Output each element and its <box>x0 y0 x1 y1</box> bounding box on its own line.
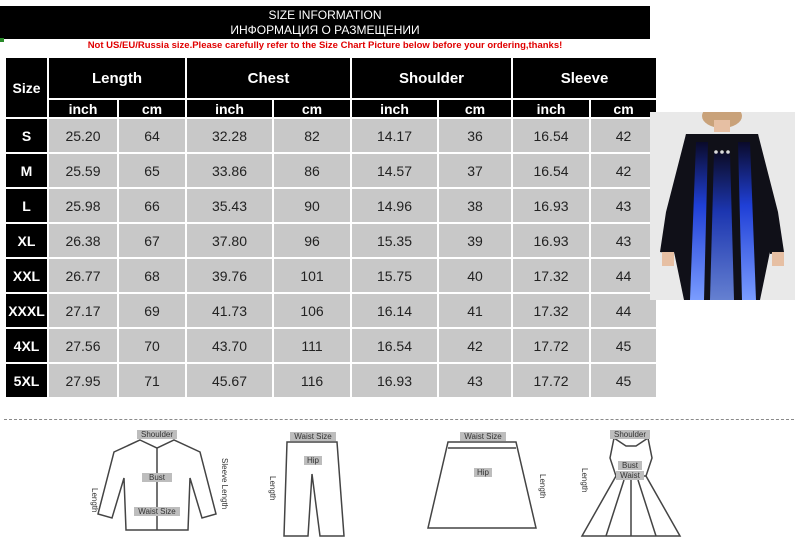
size-chart-table <box>4 56 658 399</box>
measurement-cell: 69 <box>119 294 185 327</box>
measurement-cell: 96 <box>274 224 350 257</box>
measurement-cell: 39.76 <box>187 259 272 292</box>
measurement-cell: 45 <box>591 364 656 397</box>
sleeve-length-label: Sleeve Length <box>220 458 229 510</box>
measurement-cell: 16.93 <box>513 224 589 257</box>
pants-diagram-icon <box>262 428 357 543</box>
measurement-cell: 39 <box>439 224 511 257</box>
waist-size-label: Waist Size <box>294 432 332 441</box>
waist-size-label: Waist Size <box>464 432 502 441</box>
measurement-cell: 37.80 <box>187 224 272 257</box>
measurement-cell: 111 <box>274 329 350 362</box>
dress-diagram-icon <box>576 428 686 543</box>
size-row <box>6 329 656 362</box>
measurement-cell: 17.72 <box>513 329 589 362</box>
hip-label: Hip <box>306 456 320 465</box>
measurement-cell: 27.95 <box>49 364 117 397</box>
measurement-cell: 14.57 <box>352 154 437 187</box>
size-column-header: Size <box>6 58 47 117</box>
unit-header: inch <box>352 100 437 117</box>
measurement-cell: 16.54 <box>513 119 589 152</box>
measurement-cell: 35.43 <box>187 189 272 222</box>
size-row <box>6 259 656 292</box>
measurement-cell: 14.17 <box>352 119 437 152</box>
unit-header: cm <box>591 100 656 117</box>
measurement-cell: 42 <box>591 119 656 152</box>
size-row <box>6 119 656 152</box>
shoulder-label: Shoulder <box>140 430 174 439</box>
size-label-cell: 4XL <box>6 329 47 362</box>
measurement-cell: 16.54 <box>352 329 437 362</box>
measurement-cell: 26.77 <box>49 259 117 292</box>
blouse-product-photo <box>650 112 795 300</box>
unit-header: cm <box>439 100 511 117</box>
chest-header: Chest <box>187 58 350 98</box>
size-label-cell: XXXL <box>6 294 47 327</box>
size-label-cell: XL <box>6 224 47 257</box>
measurement-cell: 15.75 <box>352 259 437 292</box>
measurement-cell: 70 <box>119 329 185 362</box>
unit-header: inch <box>513 100 589 117</box>
measurement-cell: 43.70 <box>187 329 272 362</box>
measurement-cell: 25.59 <box>49 154 117 187</box>
measurement-cell: 41 <box>439 294 511 327</box>
waist-label: Waist <box>620 471 640 480</box>
unit-header: cm <box>274 100 350 117</box>
measurement-cell: 25.98 <box>49 189 117 222</box>
unit-header: inch <box>49 100 117 117</box>
measurement-cell: 16.14 <box>352 294 437 327</box>
length-label: Length <box>538 474 547 499</box>
measurement-cell: 14.96 <box>352 189 437 222</box>
length-label: Length <box>268 476 277 501</box>
measurement-cell: 27.56 <box>49 329 117 362</box>
measurement-cell: 27.17 <box>49 294 117 327</box>
measurement-cell: 37 <box>439 154 511 187</box>
measurement-cell: 17.32 <box>513 259 589 292</box>
shirt-diagram-icon <box>82 428 232 543</box>
size-info-header <box>0 6 650 39</box>
measurement-cell: 17.72 <box>513 364 589 397</box>
measurement-cell: 26.38 <box>49 224 117 257</box>
waist-size-label: Waist Size <box>138 507 176 516</box>
bust-label: Bust <box>621 461 639 470</box>
sleeve-header: Sleeve <box>513 58 656 98</box>
size-label-cell: S <box>6 119 47 152</box>
length-label: Length <box>90 488 99 513</box>
size-label-cell: XXL <box>6 259 47 292</box>
size-label-cell: M <box>6 154 47 187</box>
shoulder-label: Shoulder <box>613 430 647 439</box>
measurement-cell: 16.54 <box>513 154 589 187</box>
measurement-cell: 71 <box>119 364 185 397</box>
measurement-cell: 45 <box>591 329 656 362</box>
measurement-cell: 43 <box>591 224 656 257</box>
size-row <box>6 294 656 327</box>
measurement-cell: 66 <box>119 189 185 222</box>
measurement-cell: 116 <box>274 364 350 397</box>
measurement-cell: 17.32 <box>513 294 589 327</box>
measurement-cell: 45.67 <box>187 364 272 397</box>
measurement-cell: 101 <box>274 259 350 292</box>
measurement-cell: 106 <box>274 294 350 327</box>
measurement-cell: 42 <box>439 329 511 362</box>
size-row <box>6 154 656 187</box>
title-english: SIZE INFORMATION <box>268 8 382 22</box>
measurement-cell: 65 <box>119 154 185 187</box>
measurement-cell: 90 <box>274 189 350 222</box>
measurement-cell: 44 <box>591 259 656 292</box>
measurement-cell: 36 <box>439 119 511 152</box>
measurement-cell: 44 <box>591 294 656 327</box>
unit-header: cm <box>119 100 185 117</box>
measurement-cell: 67 <box>119 224 185 257</box>
size-row <box>6 189 656 222</box>
shoulder-header: Shoulder <box>352 58 511 98</box>
measurement-cell: 40 <box>439 259 511 292</box>
title-russian: ИНФОРМАЦИЯ О РАЗМЕЩЕНИИ <box>230 23 420 37</box>
measurement-cell: 42 <box>591 154 656 187</box>
bust-label: Bust <box>148 473 166 482</box>
length-header: Length <box>49 58 185 98</box>
size-label-cell: 5XL <box>6 364 47 397</box>
measurement-cell: 86 <box>274 154 350 187</box>
measurement-cell: 82 <box>274 119 350 152</box>
measurement-cell: 64 <box>119 119 185 152</box>
size-row <box>6 364 656 397</box>
measurement-cell: 32.28 <box>187 119 272 152</box>
unit-header: inch <box>187 100 272 117</box>
measurement-cell: 33.86 <box>187 154 272 187</box>
skirt-diagram-icon <box>418 428 548 543</box>
measurement-cell: 68 <box>119 259 185 292</box>
length-label: Length <box>580 468 589 493</box>
dashed-divider <box>4 419 794 420</box>
measurement-cell: 16.93 <box>352 364 437 397</box>
measurement-cell: 43 <box>439 364 511 397</box>
size-label-cell: L <box>6 189 47 222</box>
measurement-cell: 41.73 <box>187 294 272 327</box>
measurement-cell: 43 <box>591 189 656 222</box>
hip-label: Hip <box>476 468 490 477</box>
measurement-cell: 38 <box>439 189 511 222</box>
size-row <box>6 224 656 257</box>
measurement-cell: 16.93 <box>513 189 589 222</box>
measurement-cell: 15.35 <box>352 224 437 257</box>
size-notice: Not US/EU/Russia size.Please carefully refer to the Size Chart Picture below before your ordering,thanks! <box>87 40 563 51</box>
measurement-cell: 25.20 <box>49 119 117 152</box>
